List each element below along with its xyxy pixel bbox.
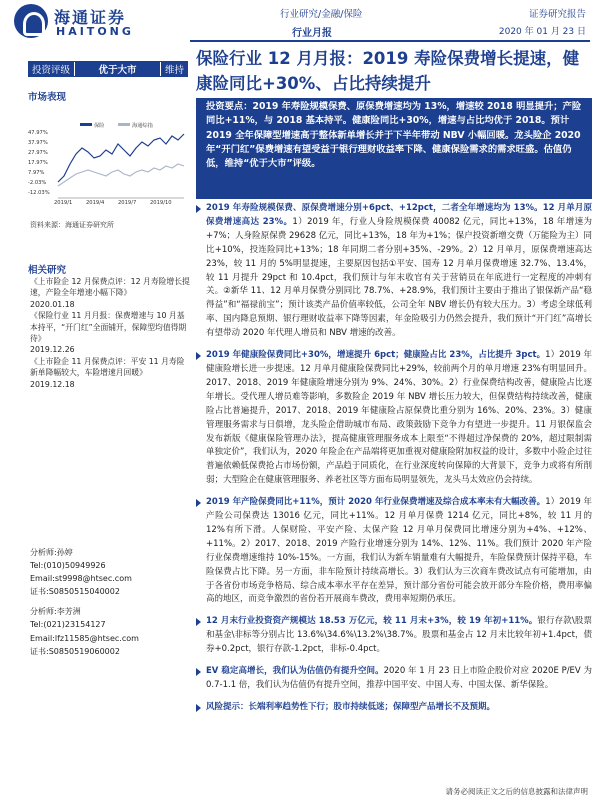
related-item-date: 2019.12.18 — [30, 379, 75, 389]
x-tick: 2019/10 — [150, 200, 172, 206]
haitong-logo-icon — [14, 4, 48, 38]
related-item[interactable] — [30, 310, 190, 356]
paragraph-lead: 12 月末行业投资资产规模达 18.53 万亿元，较 11 月末+3%，较 19 年初+11%。 — [206, 616, 538, 627]
legend-index: 海通综指 — [132, 123, 153, 129]
y-tick: -2.03% — [28, 180, 47, 186]
body-paragraph — [196, 615, 592, 657]
analyst-tel: Tel:(021)23154127 — [30, 620, 106, 630]
legend-swatch-index — [118, 123, 130, 126]
paragraph-text: 1）2019 年，行业人身险规模保费 40082 亿元，同比+13%，18 年增速为+7%；人身险原保费 29628 亿元，同比+13%，18 年为+1%；保户投资新增交费（万能险为主）同比+10%，投连险同比+13%；18 年同期二者分别+35%、-29%。2）12 月单月，原保费增速高达 23%，较 11 月的 5%明显提速，主要原因包括①平安、国寿 12 月单月保费增速 32.7%、13.4%，较 11 月提升 29pct 和 10.4pct，我们预计与年末收官有关于营销员在年底进行一定程度的冲刺有关。②新华 11、12 月单月保费分别同比 78.7%、+28.9%，我们预计主要由于推出了银保新产品“稳得益”和“福禄前宝”；预计该类产品价值率较低，公司全年 NBV 增长仍有较大压力。3）考虑全球低利率、国内降息预期、银行理财收益率下降等因素，年金险吸引力仍然会提升，我们预计“开门红”高增长有望带动 2020 年代理人增员和 NBV 增速的改善。 — [206, 216, 592, 339]
related-title: 相关研究 — [28, 265, 67, 276]
legend-insurance: 保险 — [94, 123, 105, 129]
body-paragraph — [196, 496, 592, 607]
logo-en: HAITONG — [56, 25, 134, 38]
investment-points: 投资要点：2019 年寿险规模保费、原保费增速均为 13%，增速较 2018 明显提升；产险同比+11%，与 2018 基本持平。健康险同比+30%，增速与占比均优于 2018。预计 2019 全年保障型增速高于整体新单增长并于下半年带动 NBV 小幅回暖。龙头险企 2020 年“开门红”保费增速有望受益于银行理财收益率下降、健康保险需求的需求旺盛。估值仍低，维持“优于大市”评级。 — [196, 98, 592, 199]
x-tick: 2019/1 — [54, 200, 73, 206]
report-subcategory: 行业月报 — [292, 28, 332, 39]
risk-paragraph — [196, 701, 592, 715]
rating-label: 投资评级 — [32, 65, 71, 76]
report-date: 2020 年 01 月 23 日 — [498, 27, 586, 37]
logo-cn: 海通证券 — [54, 8, 127, 27]
rating-value: 优于大市 — [74, 62, 161, 76]
rating-action: 维持 — [164, 65, 184, 76]
y-tick: 47.97% — [28, 130, 48, 136]
analyst-card — [30, 546, 190, 598]
header-divider — [190, 40, 590, 42]
report-header — [0, 0, 600, 44]
analyst-list — [30, 546, 190, 665]
analyst-name: 分析师:李芳洲 — [30, 607, 81, 617]
y-tick: -12.03% — [28, 190, 50, 196]
related-item[interactable] — [30, 356, 190, 390]
market-title: 市场表现 — [28, 92, 67, 103]
related-item-date: 2019.12.26 — [30, 345, 75, 355]
haitong-logo — [14, 4, 164, 40]
x-tick: 2019/4 — [86, 200, 105, 206]
related-item-title: 《保险行业 11 月月报：保费增速与 10 月基本持平，“开门红”全面铺开，保障型均值得期待》 — [30, 311, 187, 344]
related-item-date: 2020.01.18 — [30, 299, 75, 309]
related-item-title: 《上市险企 11 月保费点评：平安 11 月寿险新单降幅较大，车险增速月回暖》 — [30, 356, 185, 378]
paragraph-lead: 2019 年健康险保费同比+30%，增速提升 6pct；健康险占比 23%，占比提升 3pct。 — [206, 350, 546, 361]
analyst-email[interactable]: Email:lfz11585@htsec.com — [30, 633, 139, 643]
analyst-card — [30, 605, 190, 657]
rating-bar — [28, 61, 188, 77]
paragraph-text: 2020 年 1 月 23 日上市险企股价对应 2020E P/EV 为 0.7-1.1 倍，我们认为估值仍有提升空间，推荐中国平安、中国人寿、中国太保、新华保险。 — [206, 666, 592, 690]
y-tick: 17.97% — [28, 160, 48, 166]
market-chart — [28, 120, 188, 212]
paragraph-text: 1）2019 年产险公司保费达 13016 亿元，同比+11%。12 月单月保费 1214 亿元，同比+8%，较 11 月的 12%有所下滑。人保财险、平安产险、太保产险 12 月单月保费同比增速分别为+4%、+12%、+11%。2）2017、2018、2019 产险行业增速分别为 14%、12%、11%。我们预计 2020 年产险行业保费增速维持 10%-15%。一方面，我们认为新车销量难有大幅提升，车险保费预计保持平稳，车险保费占比下降。另一方面，非车险预计持续高增长。3）我们认为三次商车费改试点有可能增加，由于各省份市场竞争格局、综合成本率水平存在差异，预计部分省份可能会放开部分车险价格，费用率偏高的地区，而竞争激烈的省份若开展商车费改，费用率短期仍承压。 — [206, 497, 592, 605]
report-title: 保险行业 12 月月报：2019 寿险保费增长提速，健康险同比+30%、占比持续提升 — [196, 49, 580, 93]
y-tick: 27.97% — [28, 150, 48, 156]
report-type: 证券研究报告 — [528, 9, 586, 20]
footer-disclaimer: 请务必阅读正文之后的信息披露和法律声明 — [445, 787, 588, 796]
related-item[interactable] — [30, 276, 190, 310]
report-category: 行业研究/金融/保险 — [280, 9, 363, 20]
y-tick: 37.97% — [28, 140, 48, 146]
paragraph-text: 银行存款\股票和基金\非标等分别占比 13.6%\34.6%\13.2%\38.7%。股票和基金占 12 月末比较年初+1.4pct，债券+0.2pct，银行存款-1.2pct，非标-0.4pct。 — [206, 616, 592, 655]
paragraph-lead: 2019 年产险保费同比+11%，预计 2020 年行业保费增速及综合成本率未有大幅改善。 — [206, 497, 546, 508]
report-body — [196, 202, 592, 723]
analyst-name: 分析师:孙婷 — [30, 548, 73, 557]
analyst-email[interactable]: Email:st9998@htsec.com — [30, 574, 132, 584]
series-insurance — [58, 134, 184, 182]
paragraph-lead: 2019 年寿险规模保费、原保费增速分别+6pct、+12pct，二者全年增速均为 13%。12 月单月原保费增速高达 23%。 — [206, 203, 592, 227]
x-tick: 2019/7 — [118, 200, 137, 206]
related-list — [30, 276, 190, 390]
legend-swatch-insurance — [80, 123, 92, 126]
paragraph-lead: 风险提示：长端利率趋势性下行；股市持续低迷；保障型产品增长不及预期。 — [206, 701, 496, 712]
analyst-tel: Tel:(010)50949926 — [30, 561, 106, 571]
analyst-cert: 证书:S0850519060002 — [30, 646, 120, 656]
series-index — [58, 164, 184, 186]
y-tick: 7.97% — [28, 170, 45, 176]
paragraph-text: 1）2019 年健康险增长进一步提速。12 月单月健康险保费同比+29%，较前两个月的单月增速 23%有明显回升。2017、2018、2019 年健康险增速分别为 9%、24%、30%。2）行业保费结构改善，健康险占比逐年增长。受代理人增员难等影响，多数险企 2019 年 NBV 增长压力较大，但保费结构持续改善，健康险占比普遍提升，2017、2018、2019 年健康险占原保费比重分别为 16%、20%、23%。3）健康管理服务需求与日俱增，龙头险企借助城市布局、政策鼓励下竞争力有望进一步提升。11 月银保监会发布新版《健康保险管理办法》，提高健康管理服务成本上限至“不得超过净保费的 20%，超过限制需单独定价”，我们认为，2020 年险企在产品端将更加重视对健康险附加权益的设计，多数中小险企过往普遍依赖低保费抢占市场份额，产品趋于同质化，在行业深度转向保障的大背景下，竞争力或将有所削弱；大型险企在健康管理服务、养老社区等方面布局明显领先，龙头马太效应仍会持续。 — [206, 350, 592, 486]
chart-source: 资料来源：海通证券研究所 — [30, 221, 114, 229]
analyst-cert: 证书:S0850515040002 — [30, 587, 120, 597]
related-item-title: 《上市险企 12 月保费点评：12 月寿险增长提速，产险全年增速小幅下降》 — [30, 277, 190, 298]
body-paragraph — [196, 202, 592, 341]
paragraph-lead: EV 稳定高增长，我们认为估值仍有提升空间。 — [206, 666, 384, 677]
body-paragraph — [196, 665, 592, 693]
body-paragraph — [196, 349, 592, 488]
